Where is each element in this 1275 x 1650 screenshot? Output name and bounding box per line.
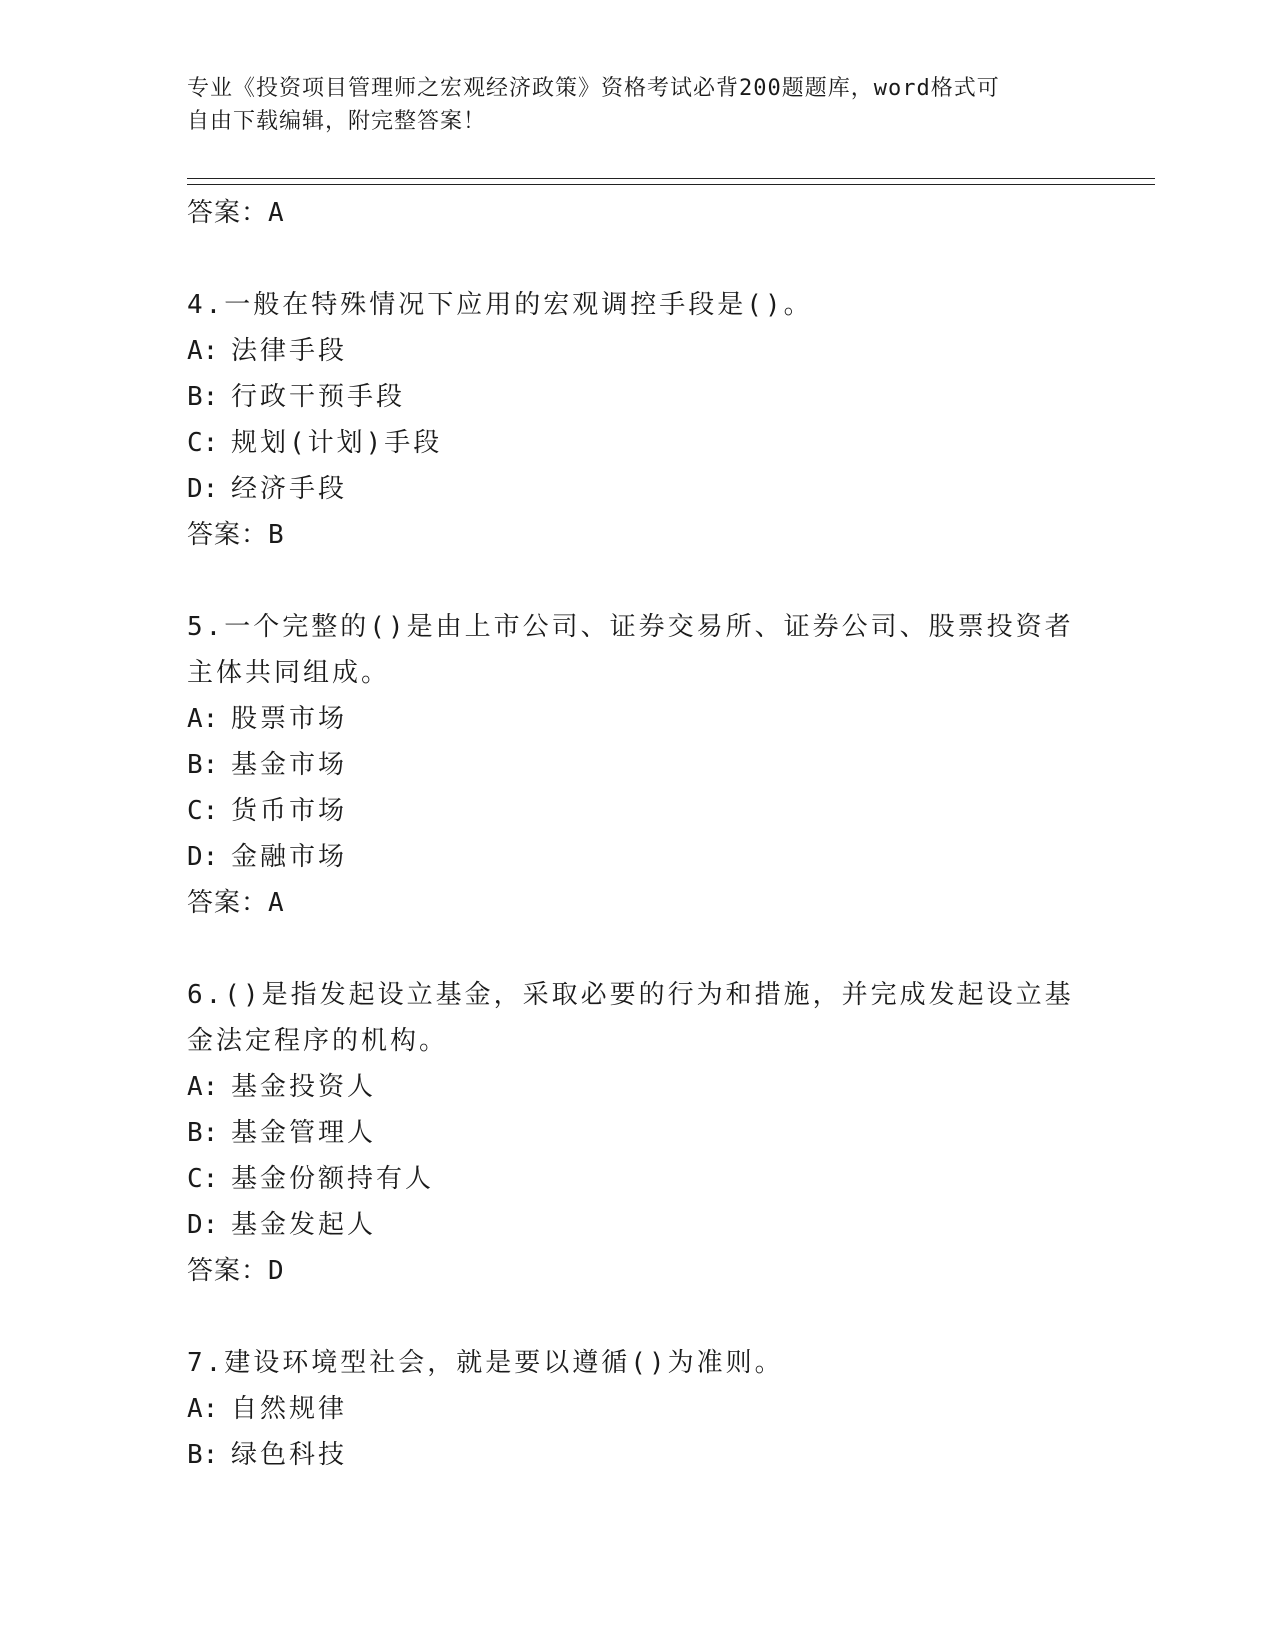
option-text: 自然规律 [231, 1394, 348, 1424]
answer-key: A [268, 198, 285, 228]
option-a [187, 696, 1087, 742]
option-b [187, 1110, 1087, 1156]
question-text: 5.一个完整的()是由上市公司、证券交易所、证券公司、股票投资者主体共同组成。 [187, 612, 1074, 688]
option-letter: A: [187, 1072, 219, 1102]
answer-key: D [268, 1256, 285, 1286]
option-letter: D: [187, 842, 219, 872]
option-a [187, 328, 1087, 374]
answer-key: B [268, 520, 285, 550]
option-text: 绿色科技 [231, 1440, 348, 1470]
option-text: 金融市场 [231, 842, 348, 872]
option-text: 法律手段 [231, 336, 348, 366]
option-text: 基金投资人 [231, 1072, 377, 1102]
option-c [187, 788, 1087, 834]
question-text: 4.一般在特殊情况下应用的宏观调控手段是()。 [187, 290, 813, 320]
header-rule-bottom [187, 184, 1155, 185]
option-letter: A: [187, 1394, 219, 1424]
answer-label: 答案： [187, 198, 269, 228]
option-letter: B: [187, 750, 219, 780]
option-text: 货币市场 [231, 796, 348, 826]
option-text: 基金管理人 [231, 1118, 377, 1148]
option-a [187, 1386, 1087, 1432]
option-text: 规划(计划)手段 [231, 428, 443, 458]
option-d [187, 834, 1087, 880]
question-6 [187, 972, 1087, 1294]
question-4 [187, 282, 1087, 558]
answer-line [187, 190, 1087, 236]
answer-line [187, 1248, 1087, 1294]
option-letter: C: [187, 796, 219, 826]
answer-line [187, 880, 1087, 926]
option-a [187, 1064, 1087, 1110]
option-letter: D: [187, 474, 219, 504]
option-letter: B: [187, 1440, 219, 1470]
option-letter: C: [187, 1164, 219, 1194]
question-7 [187, 1340, 1087, 1478]
header-rule-top [187, 178, 1155, 179]
answer-label: 答案： [187, 888, 269, 918]
question-text: 6.()是指发起设立基金，采取必要的行为和措施，并完成发起设立基金法定程序的机构。 [187, 980, 1074, 1056]
option-b [187, 374, 1087, 420]
answer-label: 答案： [187, 520, 269, 550]
question-list [187, 190, 1087, 1478]
option-d [187, 1202, 1087, 1248]
option-letter: B: [187, 382, 219, 412]
option-text: 基金市场 [231, 750, 348, 780]
option-b [187, 1432, 1087, 1478]
option-c [187, 420, 1087, 466]
option-d [187, 466, 1087, 512]
option-letter: C: [187, 428, 219, 458]
answer-label: 答案： [187, 1256, 269, 1286]
option-text: 经济手段 [231, 474, 348, 504]
question-5 [187, 604, 1087, 926]
answer-line [187, 512, 1087, 558]
option-letter: B: [187, 1118, 219, 1148]
question-text: 7.建设环境型社会，就是要以遵循()为准则。 [187, 1348, 784, 1378]
option-letter: A: [187, 336, 219, 366]
header-line-1: 专业《投资项目管理师之宏观经济政策》资格考试必背200题题库，word格式可 [187, 76, 1000, 101]
document-header [187, 72, 1067, 138]
option-text: 行政干预手段 [231, 382, 406, 412]
option-text: 基金发起人 [231, 1210, 377, 1240]
option-text: 股票市场 [231, 704, 348, 734]
header-line-2: 自由下载编辑，附完整答案！ [187, 109, 487, 134]
option-c [187, 1156, 1087, 1202]
option-text: 基金份额持有人 [231, 1164, 435, 1194]
option-letter: A: [187, 704, 219, 734]
option-letter: D: [187, 1210, 219, 1240]
option-b [187, 742, 1087, 788]
answer-key: A [268, 888, 285, 918]
